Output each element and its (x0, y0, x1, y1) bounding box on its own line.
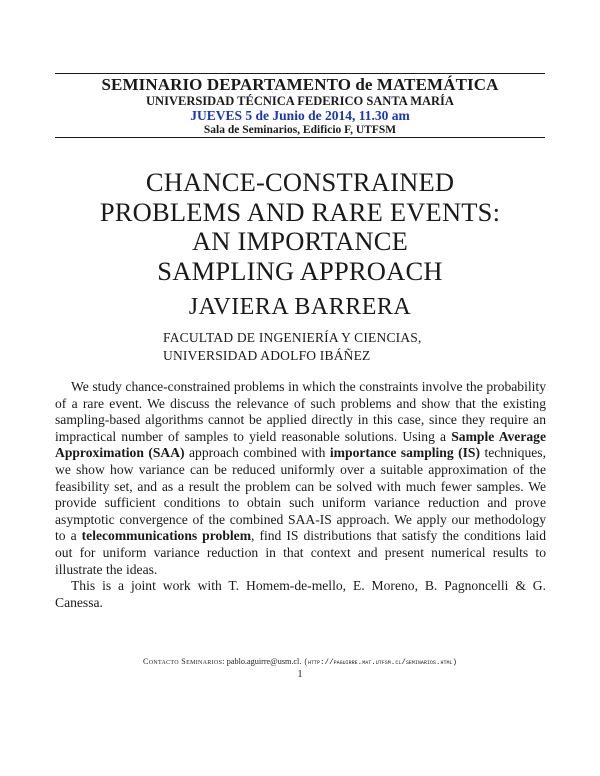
title-line: AN IMPORTANCE (191, 226, 409, 256)
abstract-emphasis-is: importance sampling (IS) (329, 445, 481, 461)
speaker-affiliation (163, 329, 483, 365)
contact-line (55, 657, 545, 668)
abstract-text: , find IS distributions that satisfy the conditions laid out for uniform variance reduction in that context and present numerical results to illustrate the ideas. (55, 528, 547, 577)
department-heading: SEMINARIO DEPARTAMENTO de MATEMÁTICA (101, 75, 499, 94)
abstract-text: approach combined with (184, 445, 330, 461)
seminar-date: JUEVES 5 de Junio de 2014, 11.30 am (190, 108, 410, 123)
affiliation-line: UNIVERSIDAD ADOLFO IBÁÑEZ (163, 348, 371, 363)
header-bottom-rule (55, 137, 545, 138)
seminar-room: Sala de Seminarios, Edificio F, UTFSM (203, 124, 397, 136)
abstract-emphasis-saa: Sample Average Approximation (SAA) (55, 428, 546, 461)
page-number: 1 (297, 669, 303, 680)
seminar-header (55, 76, 545, 137)
abstract-text: We study chance-constrained problems in which the constraints involve the probability of a rare event. We discuss the relevance of such problems and show that the existing sampling-based algorithms cannot be applied directly in this case, since they require an impractical number of samples to yield reasonable solutions. Using a (55, 379, 546, 444)
affiliation-line: FACULTAD DE INGENIERÍA Y CIENCIAS, (163, 330, 422, 345)
abstract-text: techniques, we show how variance can be reduced uniformly over a suitable approximation of the feasibility set, and as a result the problem can be solved with much fewer samples. We provide sufficient conditions to obtain such uniform variance reduction and prove asymptotic convergence of the combined SAA-IS approach. We apply our methodology to a (55, 445, 546, 544)
talk-title (55, 168, 545, 286)
abstract-paragraph: This is a joint work with T. Homem-de-mello, E. Moreno, B. Pagnoncelli & G. Canessa. (55, 578, 546, 610)
university-name: UNIVERSIDAD TÉCNICA FEDERICO SANTA MARÍA (146, 94, 454, 108)
abstract (55, 379, 546, 611)
abstract-emphasis-telecom: telecommunications problem (81, 528, 252, 544)
abstract-paragraph (55, 379, 546, 578)
seminars-url[interactable]: (http://paguirre.mat.utfsm.cl/seminarios.html) (303, 659, 458, 667)
contact-label: Contacto Seminarios: (142, 657, 225, 666)
contact-email[interactable]: pablo.aguirre@usm.cl. (226, 657, 302, 666)
title-line: SAMPLING APPROACH (157, 255, 443, 286)
title-line: CHANCE-CONSTRAINED (145, 167, 455, 197)
title-line: PROBLEMS AND RARE EVENTS: (99, 196, 501, 227)
speaker-name: JAVIERA BARRERA (188, 294, 412, 320)
